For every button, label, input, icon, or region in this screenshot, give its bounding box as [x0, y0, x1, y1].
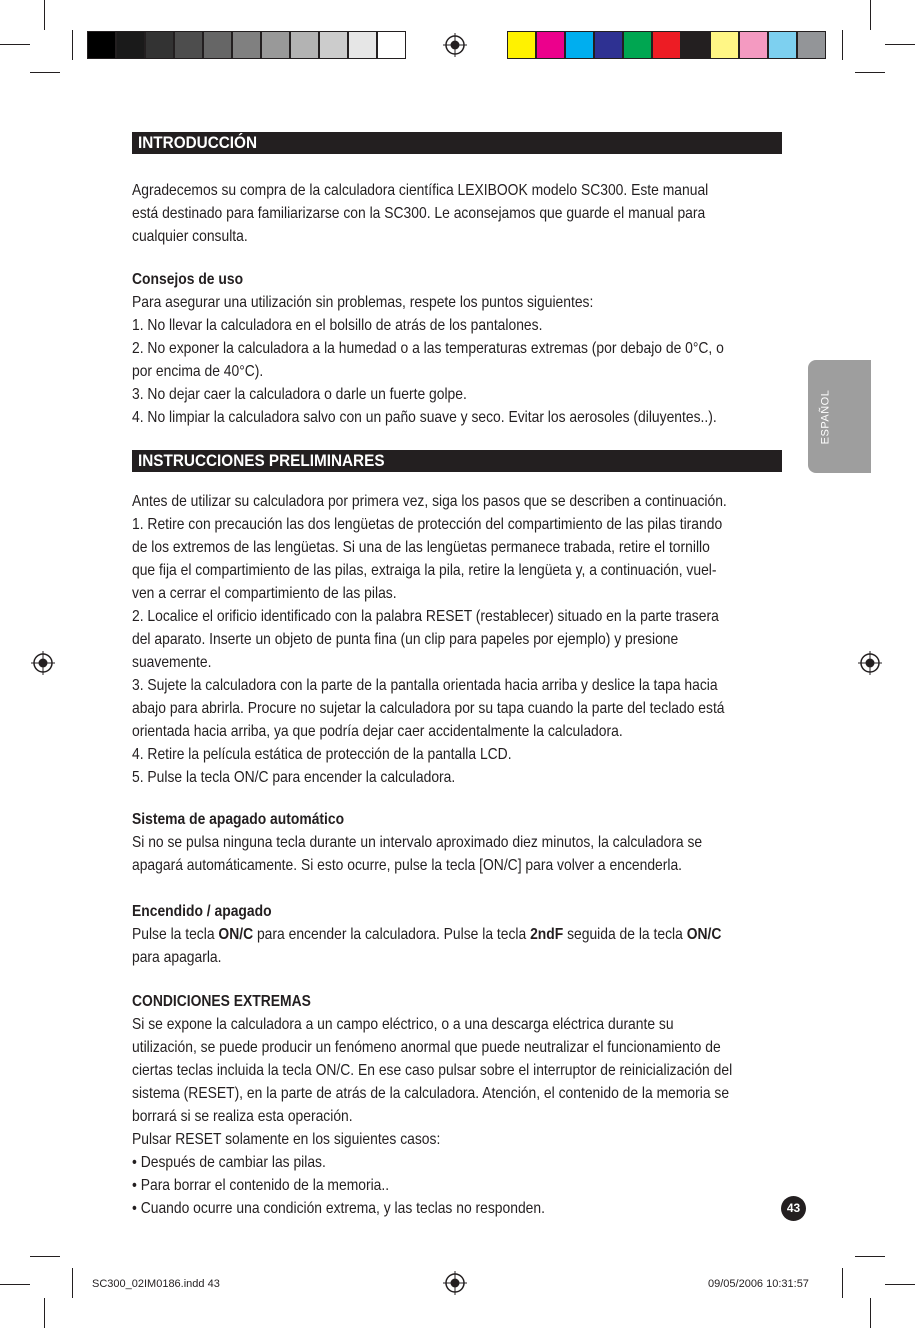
crop-mark: [0, 1284, 30, 1285]
crop-mark: [870, 1298, 871, 1328]
text-line: • Para borrar el contenido de la memoria..: [132, 1177, 390, 1194]
page-number: 43: [781, 1196, 806, 1221]
language-tab-label: ESPAÑOL: [819, 389, 831, 445]
text-line: 2. No exponer la calculadora a la humedad o a las temperaturas extremas (por debajo de 0°C, o: [132, 340, 724, 357]
color-swatch: [710, 31, 739, 59]
slug-datetime: 09/05/2006 10:31:57: [708, 1278, 809, 1290]
text-line: de los extremos de las lengüetas. Si una de las lengüetas permanece trabada, retire el tornillo: [132, 539, 710, 556]
extreme-conditions-section: [132, 990, 792, 1220]
crop-mark: [885, 1284, 915, 1285]
section-heading-instrucciones: INSTRUCCIONES PRELIMINARES: [132, 450, 782, 472]
color-swatch: [594, 31, 623, 59]
color-swatch: [87, 31, 116, 59]
text-line: 4. No limpiar la calculadora salvo con un paño suave y seco. Evitar los aerosoles (diluyentes..).: [132, 409, 717, 426]
crop-mark: [44, 1298, 45, 1328]
text-line: • Cuando ocurre una condición extrema, y las teclas no responden.: [132, 1200, 545, 1217]
text-line: 1. No llevar la calculadora en el bolsillo de atrás de los pantalones.: [132, 317, 543, 334]
crop-mark: [72, 30, 73, 60]
color-swatch: [739, 31, 768, 59]
color-swatch: [319, 31, 348, 59]
text-line: 3. No dejar caer la calculadora o darle un fuerte golpe.: [132, 386, 467, 403]
text-run: para encender la calculadora. Pulse la tecla: [253, 926, 531, 943]
key-name: ON/C: [218, 926, 254, 943]
color-swatch: [565, 31, 594, 59]
registration-mark-icon: [31, 651, 55, 675]
color-swatch: [348, 31, 377, 59]
grayscale-color-bar: [87, 31, 406, 59]
color-swatch: [652, 31, 681, 59]
text-line: • Después de cambiar las pilas.: [132, 1154, 326, 1171]
section-heading-introduccion: INTRODUCCIÓN: [132, 132, 782, 154]
text-line: sistema (RESET), en la parte de atrás de la calculadora. Atención, el contenido de la memoria se: [132, 1085, 730, 1102]
text-line: Agradecemos su compra de la calculadora científica LEXIBOOK modelo SC300. Este manual: [132, 182, 709, 199]
registration-mark-icon: [443, 1271, 467, 1295]
text-line: del aparato. Inserte un objeto de punta fina (un clip para papeles por ejemplo) y presione: [132, 631, 679, 648]
crop-mark: [72, 1268, 73, 1298]
crop-mark: [842, 1268, 843, 1298]
crop-mark: [870, 0, 871, 30]
text-line: [132, 923, 722, 946]
color-swatch: [681, 31, 710, 59]
text-line: 2. Localice el orificio identificado con la palabra RESET (restablecer) situado en la parte trasera: [132, 608, 719, 625]
text-line: 1. Retire con precaución las dos lengüetas de protección del compartimiento de las pilas tirando: [132, 516, 723, 533]
subheading: Sistema de apagado automático: [132, 811, 345, 828]
usage-tips: [132, 268, 792, 429]
text-line: Si no se pulsa ninguna tecla durante un intervalo aproximado diez minutos, la calculadora se: [132, 834, 703, 851]
text-line: cualquier consulta.: [132, 228, 248, 245]
text-line: 5. Pulse la tecla ON/C para encender la calculadora.: [132, 769, 456, 786]
text-line: apagará automáticamente. Si esto ocurre, pulse la tecla [ON/C] para volver a encenderla.: [132, 857, 683, 874]
color-swatch: [536, 31, 565, 59]
color-swatch: [174, 31, 203, 59]
crop-mark: [0, 44, 30, 45]
slug-filename: SC300_02IM0186.indd 43: [92, 1278, 220, 1290]
text-run: Pulse la tecla: [132, 926, 219, 943]
process-color-bar: [507, 31, 826, 59]
crop-mark: [30, 1256, 60, 1257]
text-line: suavemente.: [132, 654, 212, 671]
key-name: ON/C: [686, 926, 722, 943]
registration-mark-icon: [443, 33, 467, 57]
text-line: utilización, se puede producir un fenómeno anormal que puede neutralizar el funcionamiento de: [132, 1039, 721, 1056]
color-swatch: [145, 31, 174, 59]
crop-mark: [842, 30, 843, 60]
color-swatch: [261, 31, 290, 59]
power-section: [132, 900, 792, 969]
text-line: Para asegurar una utilización sin problemas, respete los puntos siguientes:: [132, 294, 594, 311]
intro-text: [132, 179, 792, 248]
text-line: ven a cerrar el compartimiento de las pilas.: [132, 585, 397, 602]
text-line: borrará si se realiza esta operación.: [132, 1108, 353, 1125]
text-line: que fija el compartimiento de las pilas, extraiga la pila, retire la lengüeta y, a continuación, vuel-: [132, 562, 717, 579]
color-swatch: [203, 31, 232, 59]
text-line: para apagarla.: [132, 949, 222, 966]
text-line: abajo para abrirla. Procure no sujetar la calculadora por su tapa cuando la parte del teclado está: [132, 700, 725, 717]
crop-mark: [30, 72, 60, 73]
color-swatch: [377, 31, 406, 59]
text-line: 4. Retire la película estática de protección de la pantalla LCD.: [132, 746, 512, 763]
text-line: ciertas teclas incluida la tecla ON/C. En ese caso pulsar sobre el interruptor de reinicialización del: [132, 1062, 733, 1079]
text-line: por encima de 40°C).: [132, 363, 264, 380]
preliminary-steps: [132, 490, 792, 789]
color-swatch: [768, 31, 797, 59]
text-line: orientada hacia arriba, ya que podría dejar caer accidentalmente la calculadora.: [132, 723, 623, 740]
color-swatch: [290, 31, 319, 59]
crop-mark: [885, 44, 915, 45]
subheading: Consejos de uso: [132, 271, 244, 288]
color-swatch: [623, 31, 652, 59]
subheading: Encendido / apagado: [132, 903, 272, 920]
registration-mark-icon: [858, 651, 882, 675]
text-run: seguida de la tecla: [563, 926, 687, 943]
crop-mark: [855, 1256, 885, 1257]
color-swatch: [797, 31, 826, 59]
color-swatch: [116, 31, 145, 59]
subheading: CONDICIONES EXTREMAS: [132, 993, 311, 1010]
text-line: está destinado para familiarizarse con la SC300. Le aconsejamos que guarde el manual para: [132, 205, 706, 222]
text-line: Si se expone la calculadora a un campo eléctrico, o a una descarga eléctrica durante su: [132, 1016, 674, 1033]
color-swatch: [232, 31, 261, 59]
text-line: 3. Sujete la calculadora con la parte de la pantalla orientada hacia arriba y deslice la tapa hacia: [132, 677, 718, 694]
auto-off-section: [132, 808, 792, 877]
color-swatch: [507, 31, 536, 59]
crop-mark: [855, 72, 885, 73]
crop-mark: [44, 0, 45, 30]
key-name: 2ndF: [530, 926, 564, 943]
text-line: Pulsar RESET solamente en los siguientes casos:: [132, 1131, 441, 1148]
text-line: Antes de utilizar su calculadora por primera vez, siga los pasos que se describen a continuación.: [132, 493, 727, 510]
